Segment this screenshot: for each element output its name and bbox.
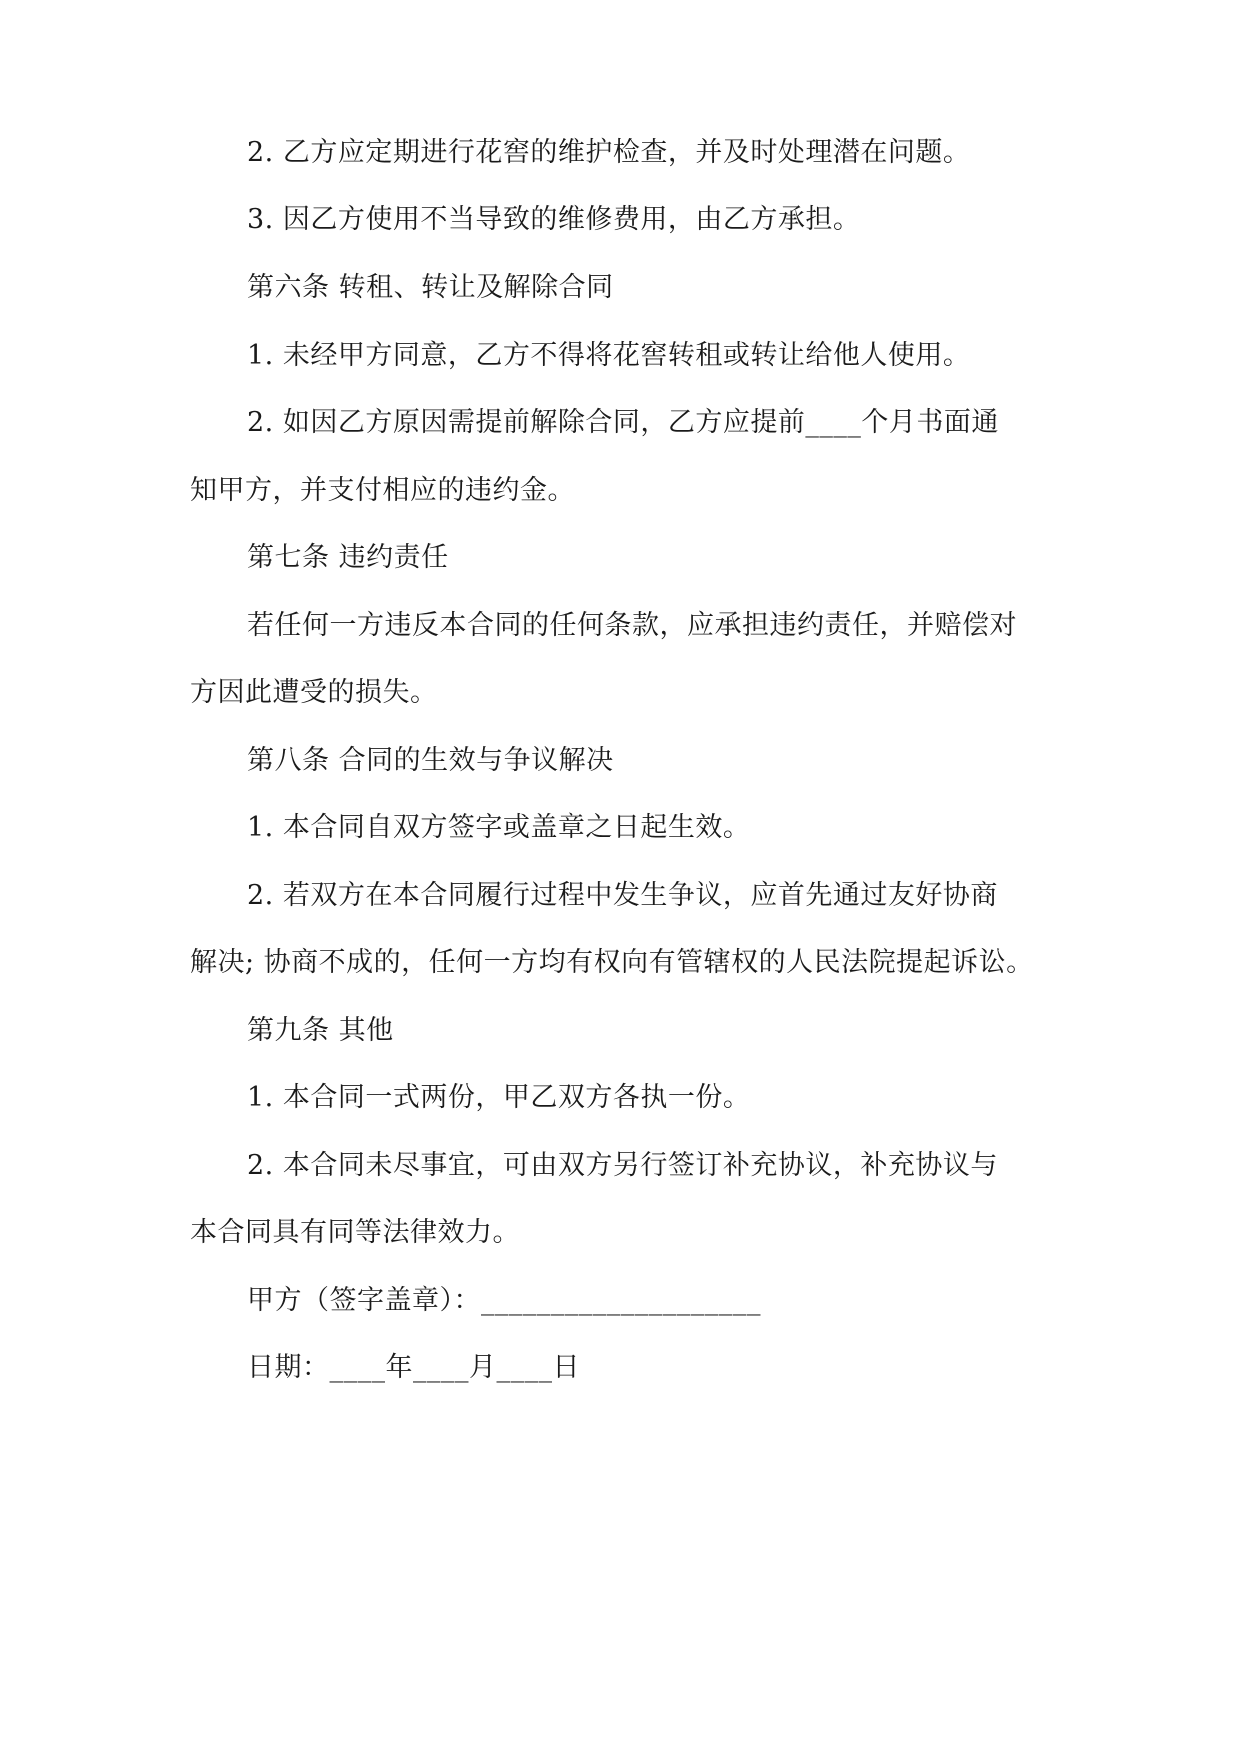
clause-8-heading: 第八条 合同的生效与争议解决: [247, 745, 614, 776]
clause-6-item-2-line-1: 2. 如因乙方原因需提前解除合同，乙方应提前____个月书面通: [247, 407, 999, 438]
party-a-signature-line: 甲方（签字盖章）：____________________: [247, 1285, 761, 1316]
clause-6-heading: 第六条 转租、转让及解除合同: [247, 272, 614, 303]
clause-5-item-3: 3. 因乙方使用不当导致的维修费用，由乙方承担。: [247, 204, 861, 235]
clause-5-item-2: 2. 乙方应定期进行花窖的维护检查，并及时处理潜在问题。: [247, 137, 971, 168]
clause-7-body-line-1: 若任何一方违反本合同的任何条款，应承担违约责任，并赔偿对: [247, 610, 1017, 641]
clause-8-item-2-line-2: 解决; 协商不成的，任何一方均有权向有管辖权的人民法院提起诉讼。: [190, 947, 1034, 978]
clause-9-item-2-line-2: 本合同具有同等法律效力。: [190, 1217, 520, 1248]
date-line: 日期：____年____月____日: [247, 1352, 580, 1383]
clause-7-heading: 第七条 违约责任: [247, 542, 449, 573]
clause-6-item-2-line-2: 知甲方，并支付相应的违约金。: [190, 475, 575, 506]
clause-9-item-1: 1. 本合同一式两份，甲乙双方各执一份。: [247, 1082, 751, 1113]
clause-6-item-1: 1. 未经甲方同意，乙方不得将花窖转租或转让给他人使用。: [247, 340, 971, 371]
clause-9-heading: 第九条 其他: [247, 1015, 394, 1046]
clause-8-item-2-line-1: 2. 若双方在本合同履行过程中发生争议，应首先通过友好协商: [247, 880, 998, 911]
clause-9-item-2-line-1: 2. 本合同未尽事宜，可由双方另行签订补充协议，补充协议与: [247, 1150, 998, 1181]
clause-7-body-line-2: 方因此遭受的损失。: [190, 677, 438, 708]
clause-8-item-1: 1. 本合同自双方签字或盖章之日起生效。: [247, 812, 751, 843]
